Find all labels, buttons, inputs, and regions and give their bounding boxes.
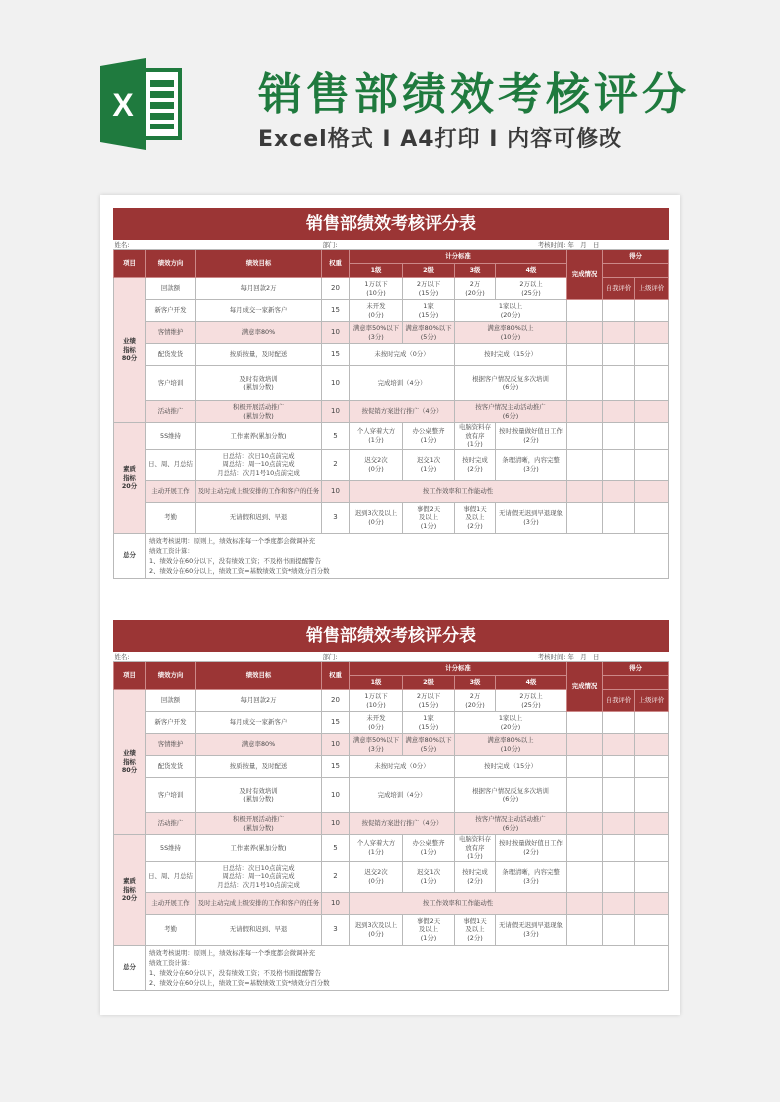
weight-cell: 3: [322, 914, 350, 945]
self-eval-input[interactable]: [603, 712, 635, 734]
weight-cell: 15: [322, 300, 350, 322]
direction-cell: 新客户开发: [146, 300, 196, 322]
level-cell: 办公桌整齐 (1分): [403, 423, 455, 450]
level-cell: 事假1天 及以上 (2分): [455, 502, 496, 533]
level-cell: 1家 (15分): [403, 300, 455, 322]
self-eval-input[interactable]: [603, 756, 635, 778]
level-cell: 按时完成（15分）: [455, 344, 567, 366]
header-level-2: 2级: [403, 264, 455, 278]
direction-cell: 活动推广: [146, 813, 196, 835]
superior-eval-input[interactable]: [635, 344, 669, 366]
self-eval-input[interactable]: [603, 861, 635, 892]
target-cell: 无请假和迟到、早退: [196, 502, 322, 533]
group-label: 素质 指标 20分: [114, 835, 146, 946]
direction-cell: 客户培训: [146, 366, 196, 401]
table-row: [114, 734, 669, 756]
table-row: [114, 322, 669, 344]
superior-eval-input[interactable]: [635, 778, 669, 813]
level-cell: 满意率50%以下 (3分): [350, 734, 403, 756]
group-label: 业绩 指标 80分: [114, 690, 146, 835]
level-cell: 满意率80%以下 (5分): [403, 322, 455, 344]
completion-input[interactable]: [567, 813, 603, 835]
target-cell: 日总结：次日10点前完成 周总结：周一10点前完成 月总结：次月1号10点前完成: [196, 449, 322, 480]
header-score: 得分: [603, 250, 669, 264]
level-cell: 按客户情况主动活动推广 (6分): [455, 401, 567, 423]
weight-cell: 10: [322, 813, 350, 835]
level-cell: 迟交2次 (0分): [350, 449, 403, 480]
superior-eval-input[interactable]: [635, 712, 669, 734]
superior-eval-input[interactable]: [635, 480, 669, 502]
superior-eval-input[interactable]: [635, 813, 669, 835]
superior-eval-input[interactable]: [635, 502, 669, 533]
header-level-1: 1级: [350, 676, 403, 690]
completion-input[interactable]: [567, 835, 603, 862]
table-row: [114, 300, 669, 322]
level-cell: 1万以下 (10分): [350, 278, 403, 300]
table-row: [114, 835, 669, 862]
direction-cell: 5S维持: [146, 835, 196, 862]
level-cell: 办公桌整齐 (1分): [403, 835, 455, 862]
level-cell: 1家 (15分): [403, 712, 455, 734]
level-cell: 满意率80%以上 (10分): [455, 734, 567, 756]
level-cell: 迟交2次 (0分): [350, 861, 403, 892]
target-cell: 无请假和迟到、早退: [196, 914, 322, 945]
department-field[interactable]: 部门:: [322, 652, 455, 662]
date-label: 考核时间:: [455, 652, 567, 662]
weight-cell: 10: [322, 401, 350, 423]
completion-input[interactable]: [567, 892, 603, 914]
level-cell: 满意率80%以上 (10分): [455, 322, 567, 344]
self-eval-input[interactable]: [603, 813, 635, 835]
level-cell: 无请假无迟到早退现象 (3分): [496, 502, 567, 533]
header-scoring: 计分标准: [350, 250, 567, 264]
info-row: [114, 652, 669, 662]
banner-title: 销售部绩效考核评分: [258, 69, 690, 120]
header-direction: 绩效方向: [146, 250, 196, 278]
level-cell: 1家以上 (20分): [455, 712, 567, 734]
level-cell: 条理清晰，内容完整 (3分): [496, 449, 567, 480]
level-cell: 迟到3次及以上 (0分): [350, 502, 403, 533]
table-row: [114, 861, 669, 892]
direction-cell: 日、周、月总结: [146, 861, 196, 892]
level-cell: 1万以下 (10分): [350, 690, 403, 712]
direction-cell: 活动推广: [146, 401, 196, 423]
self-eval-input[interactable]: [603, 366, 635, 401]
table-row: [114, 480, 669, 502]
superior-eval-input[interactable]: [635, 300, 669, 322]
target-cell: 及时有效培训 (累加分数): [196, 366, 322, 401]
self-eval-input[interactable]: [603, 914, 635, 945]
weight-cell: 15: [322, 344, 350, 366]
completion-input[interactable]: [567, 449, 603, 480]
name-field[interactable]: 姓名:: [114, 240, 322, 250]
notes-text: 绩效考核说明：原则上，绩效标准每一个季度都会微调补充 绩效工资计算： 1、绩效分在60分以下，没有绩效工资；不及格书面提醒警告 2、绩效分在60分以上，绩效工资=基数绩效工资*绩效分百分数: [146, 945, 669, 990]
completion-input[interactable]: [567, 914, 603, 945]
level-cell: 事假1天 及以上 (2分): [455, 914, 496, 945]
target-cell: 每月成交一家新客户: [196, 300, 322, 322]
header-weight: 权重: [322, 662, 350, 690]
level-cell: 事假2天 及以上 (1分): [403, 502, 455, 533]
group-label: 素质 指标 20分: [114, 423, 146, 534]
group-label: 业绩 指标 80分: [114, 278, 146, 423]
level-cell: 1家以上 (20分): [455, 300, 567, 322]
target-cell: 每月回款2万: [196, 278, 322, 300]
score-header-spacer: [603, 676, 669, 690]
date-field[interactable]: 年 月 日: [567, 240, 669, 250]
header-level-3: 3级: [455, 676, 496, 690]
weight-cell: 3: [322, 502, 350, 533]
sheet-title: 销售部绩效考核评分表: [114, 621, 669, 652]
level-cell: 按客户情况主动活动推广 (6分): [455, 813, 567, 835]
weight-cell: 2: [322, 449, 350, 480]
weight-cell: 10: [322, 892, 350, 914]
self-eval-input[interactable]: [603, 502, 635, 533]
banner-subtitle: Excel格式 I A4打印 I 内容可修改: [258, 127, 623, 152]
target-cell: 按质按量，及时配送: [196, 756, 322, 778]
notes-text: 绩效考核说明：原则上，绩效标准每一个季度都会微调补充 绩效工资计算： 1、绩效分在60分以下，没有绩效工资；不及格书面提醒警告 2、绩效分在60分以上，绩效工资=基数绩效工资*绩效分百分数: [146, 533, 669, 578]
level-cell: 迟到3次及以上 (0分): [350, 914, 403, 945]
superior-eval-input[interactable]: [635, 892, 669, 914]
table-row: [114, 449, 669, 480]
header-level-1: 1级: [350, 264, 403, 278]
level-cell: 个人穿着大方 (1分): [350, 423, 403, 450]
level-cell: 按工作效率和工作能动性: [350, 892, 567, 914]
self-eval-input[interactable]: [603, 778, 635, 813]
completion-input[interactable]: [567, 778, 603, 813]
direction-cell: 考勤: [146, 914, 196, 945]
self-eval-input[interactable]: [603, 892, 635, 914]
direction-cell: 日、周、月总结: [146, 449, 196, 480]
completion-input[interactable]: [567, 300, 603, 322]
direction-cell: 主动开展工作: [146, 480, 196, 502]
table-row: [114, 502, 669, 533]
level-cell: 2万以上 (25分): [496, 690, 567, 712]
level-cell: 完成培训（4分）: [350, 366, 455, 401]
table-row: [114, 423, 669, 450]
direction-cell: 客情维护: [146, 734, 196, 756]
weight-cell: 15: [322, 712, 350, 734]
level-cell: 未开发 (0分): [350, 300, 403, 322]
direction-cell: 5S维持: [146, 423, 196, 450]
level-cell: 条理清晰，内容完整 (3分): [496, 861, 567, 892]
target-cell: 及时主动完成上级安排的工作和客户的任务: [196, 480, 322, 502]
level-cell: 个人穿着大方 (1分): [350, 835, 403, 862]
self-eval-input[interactable]: [603, 449, 635, 480]
completion-input[interactable]: [567, 480, 603, 502]
level-cell: 根据客户情况反复多次培训 (6分): [455, 366, 567, 401]
completion-input[interactable]: [567, 712, 603, 734]
self-eval-input[interactable]: [603, 401, 635, 423]
table-row: [114, 344, 669, 366]
weight-cell: 2: [322, 861, 350, 892]
self-eval-input[interactable]: [603, 300, 635, 322]
level-cell: 2万以上 (25分): [496, 278, 567, 300]
score-header-spacer: [603, 264, 669, 278]
weight-cell: 10: [322, 778, 350, 813]
level-cell: 无请假无迟到早退现象 (3分): [496, 914, 567, 945]
header-level-3: 3级: [455, 264, 496, 278]
target-cell: 满意率80%: [196, 734, 322, 756]
level-cell: 未按时完成（0分）: [350, 756, 455, 778]
header-target: 绩效目标: [196, 662, 322, 690]
level-cell: 2万 (20分): [455, 278, 496, 300]
direction-cell: 考勤: [146, 502, 196, 533]
total-label: 总分: [114, 945, 146, 990]
superior-eval-input[interactable]: [635, 835, 669, 862]
header-direction: 绩效方向: [146, 662, 196, 690]
table-row: [114, 914, 669, 945]
target-cell: 积极开展活动推广 (累加分数): [196, 401, 322, 423]
level-cell: 按时完成 (2分): [455, 861, 496, 892]
target-cell: 工作素养(累加分数): [196, 423, 322, 450]
weight-cell: 5: [322, 835, 350, 862]
self-eval-input[interactable]: [603, 322, 635, 344]
superior-eval-input[interactable]: [635, 401, 669, 423]
department-field[interactable]: 部门:: [322, 240, 455, 250]
level-cell: 满意率50%以下 (3分): [350, 322, 403, 344]
superior-eval-input[interactable]: [635, 449, 669, 480]
header-item: 项目: [114, 250, 146, 278]
superior-eval-input[interactable]: [635, 861, 669, 892]
weight-cell: 10: [322, 366, 350, 401]
direction-cell: 新客户开发: [146, 712, 196, 734]
weight-cell: 20: [322, 278, 350, 300]
superior-eval-input[interactable]: [635, 914, 669, 945]
target-cell: 按质按量，及时配送: [196, 344, 322, 366]
direction-cell: 主动开展工作: [146, 892, 196, 914]
excel-logo-icon: [100, 58, 182, 150]
completion-input[interactable]: [567, 344, 603, 366]
header-item: 项目: [114, 662, 146, 690]
target-cell: 每月成交一家新客户: [196, 712, 322, 734]
level-cell: 2万以下 (15分): [403, 690, 455, 712]
level-cell: 按时按量做好值日工作 (2分): [496, 423, 567, 450]
sheet-title: 销售部绩效考核评分表: [114, 209, 669, 240]
self-eval-input[interactable]: [603, 344, 635, 366]
header-level-4: 4级: [496, 676, 567, 690]
level-cell: 电脑资料存放有序 (1分): [455, 423, 496, 450]
level-cell: 按促销方案进行推广（4分）: [350, 813, 455, 835]
target-cell: 工作素养(累加分数): [196, 835, 322, 862]
level-cell: 根据客户情况反复多次培训 (6分): [455, 778, 567, 813]
superior-eval-input[interactable]: [635, 423, 669, 450]
level-cell: 2万以下 (15分): [403, 278, 455, 300]
self-eval-input[interactable]: [603, 835, 635, 862]
self-eval-input[interactable]: [603, 480, 635, 502]
superior-eval-input[interactable]: [635, 322, 669, 344]
target-cell: 积极开展活动推广 (累加分数): [196, 813, 322, 835]
level-cell: 迟交1次 (1分): [403, 449, 455, 480]
weight-cell: 10: [322, 322, 350, 344]
direction-cell: 配货发货: [146, 344, 196, 366]
table-row: [114, 366, 669, 401]
target-cell: 及时主动完成上级安排的工作和客户的任务: [196, 892, 322, 914]
level-cell: 未开发 (0分): [350, 712, 403, 734]
weight-cell: 20: [322, 690, 350, 712]
level-cell: 满意率80%以下 (5分): [403, 734, 455, 756]
target-cell: 及时有效培训 (累加分数): [196, 778, 322, 813]
table-row: [114, 813, 669, 835]
level-cell: 按工作效率和工作能动性: [350, 480, 567, 502]
header-level-4: 4级: [496, 264, 567, 278]
weight-cell: 10: [322, 480, 350, 502]
header-completion: 完成情况: [567, 250, 603, 300]
level-cell: 2万 (20分): [455, 690, 496, 712]
completion-input[interactable]: [567, 756, 603, 778]
header-completion: 完成情况: [567, 662, 603, 712]
level-cell: 按时完成（15分）: [455, 756, 567, 778]
completion-input[interactable]: [567, 322, 603, 344]
level-cell: 电脑资料存放有序 (1分): [455, 835, 496, 862]
header-self-eval: 自我评价: [603, 278, 635, 300]
completion-input[interactable]: [567, 423, 603, 450]
weight-cell: 10: [322, 734, 350, 756]
direction-cell: 客情维护: [146, 322, 196, 344]
level-cell: 事假2天 及以上 (1分): [403, 914, 455, 945]
direction-cell: 配货发货: [146, 756, 196, 778]
name-field[interactable]: 姓名:: [114, 652, 322, 662]
superior-eval-input[interactable]: [635, 756, 669, 778]
level-cell: 完成培训（4分）: [350, 778, 455, 813]
logo-letter: X: [112, 87, 134, 123]
date-field[interactable]: 年 月 日: [567, 652, 669, 662]
level-cell: 按时按量做好值日工作 (2分): [496, 835, 567, 862]
self-eval-input[interactable]: [603, 423, 635, 450]
level-cell: 迟交1次 (1分): [403, 861, 455, 892]
header-target: 绩效目标: [196, 250, 322, 278]
header-self-eval: 自我评价: [603, 690, 635, 712]
score-sheet-2: [113, 620, 668, 991]
target-cell: 满意率80%: [196, 322, 322, 344]
header-level-2: 2级: [403, 676, 455, 690]
weight-cell: 5: [322, 423, 350, 450]
header-weight: 权重: [322, 250, 350, 278]
target-cell: 日总结：次日10点前完成 周总结：周一10点前完成 月总结：次月1号10点前完成: [196, 861, 322, 892]
table-row: [114, 892, 669, 914]
table-row: [114, 401, 669, 423]
completion-input[interactable]: [567, 366, 603, 401]
superior-eval-input[interactable]: [635, 366, 669, 401]
header-score: 得分: [603, 662, 669, 676]
level-cell: 按促销方案进行推广（4分）: [350, 401, 455, 423]
table-row: [114, 712, 669, 734]
info-row: [114, 240, 669, 250]
completion-input[interactable]: [567, 861, 603, 892]
table-row: [114, 778, 669, 813]
table-row: [114, 756, 669, 778]
self-eval-input[interactable]: [603, 734, 635, 756]
completion-input[interactable]: [567, 734, 603, 756]
target-cell: 每月回款2万: [196, 690, 322, 712]
direction-cell: 客户培训: [146, 778, 196, 813]
level-cell: 按时完成 (2分): [455, 449, 496, 480]
score-sheet-1: [113, 208, 668, 579]
direction-cell: 回款额: [146, 278, 196, 300]
header-scoring: 计分标准: [350, 662, 567, 676]
total-label: 总分: [114, 533, 146, 578]
direction-cell: 回款额: [146, 690, 196, 712]
superior-eval-input[interactable]: [635, 734, 669, 756]
level-cell: 未按时完成（0分）: [350, 344, 455, 366]
header-superior-eval: 上级评价: [635, 690, 669, 712]
completion-input[interactable]: [567, 502, 603, 533]
header-superior-eval: 上级评价: [635, 278, 669, 300]
completion-input[interactable]: [567, 401, 603, 423]
weight-cell: 15: [322, 756, 350, 778]
date-label: 考核时间:: [455, 240, 567, 250]
